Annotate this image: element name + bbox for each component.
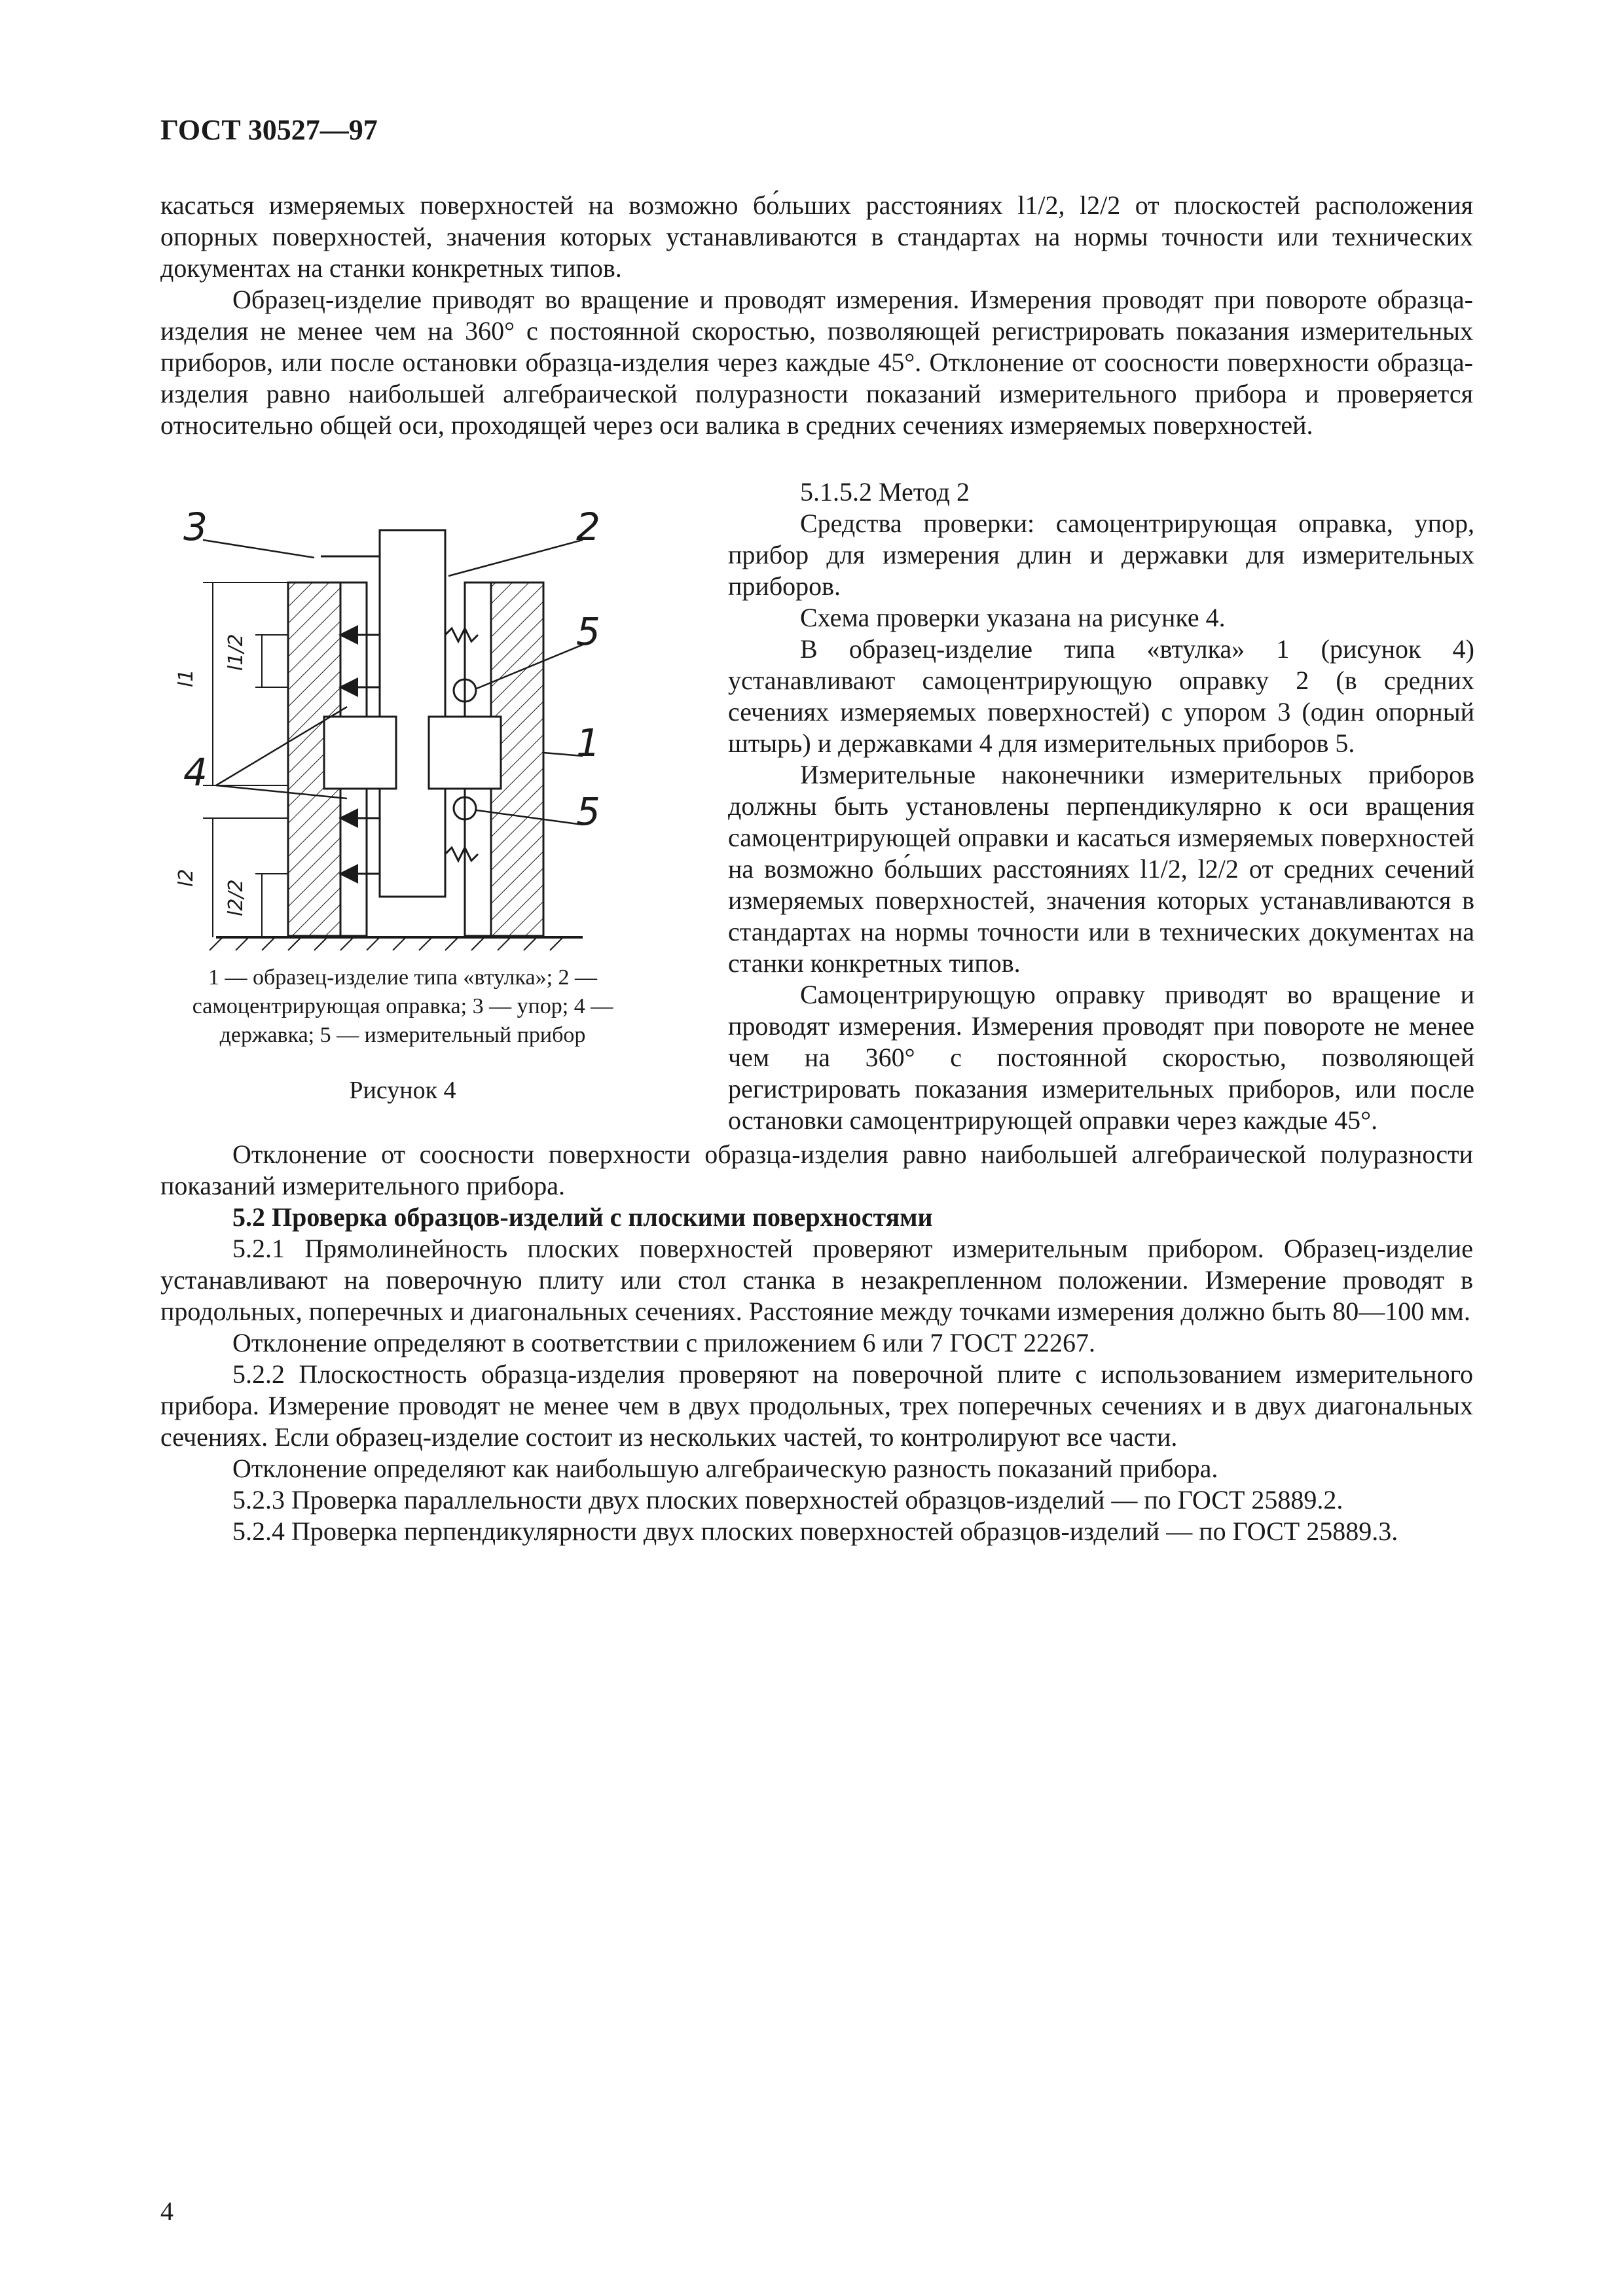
label-mandrel: 2 xyxy=(576,505,600,549)
dim-l1-half: l1/2 xyxy=(225,634,247,671)
section-heading: 5.2 Проверка образцов-изделий с плоскими поверхностями xyxy=(232,1202,933,1232)
dim-l2-half: l2/2 xyxy=(225,879,247,916)
label-stop: 3 xyxy=(183,505,208,549)
base-hatch xyxy=(210,937,563,950)
paragraph: Схема проверки указана на рисунке 4. xyxy=(800,603,1226,632)
label-device-upper: 5 xyxy=(576,609,600,654)
paragraph: 5.2.1 Прямолинейность плоских поверхностей проверяют измерительным прибором. Образец-изделие устанавливают на поверочную плиту или стол станка в незакрепленном положении. Измерение проводят в продольных, поперечных и диагональных сечениях. Расстояние между точками измерения должно быть 80—100 мм. xyxy=(160,1234,1473,1326)
paragraph: Измерительные наконечники измерительных приборов должны быть установлены перпендикулярно к оси вращения самоцентрирующей оправки и касаться измеряемых поверхностей на возможно бо́льших расстояниях l1/2, l2/2 от средних сечений измеряемых поверхностей, значения которых устанавливаются в стандартах на нормы точности или в технических документах на станки конкретных типов. xyxy=(728,760,1474,978)
paragraph: касаться измеряемых поверхностей на возможно бо́льших расстояниях l1/2, l2/2 от плоскостей расположения опорных поверхностей, значения которых устанавливаются в стандартах на нормы точности или технических документах на станки конкретных типов. xyxy=(160,190,1473,283)
right-column-text xyxy=(728,476,1474,1136)
spring-lower xyxy=(445,848,478,861)
holder-block-right xyxy=(429,717,501,789)
paragraph: В образец-изделие типа «втулка» 1 (рисунок 4) устанавливают самоцентрирующую оправку 2 (в средних сечениях измеряемых поверхностей) с упором 3 (один опорный штырь) и державками 4 для измерительных приборов 5. xyxy=(728,634,1474,758)
spring-upper xyxy=(445,628,478,641)
paragraph: 5.2.3 Проверка параллельности двух плоских поверхностей образцов-изделий — по ГОСТ 25889.2. xyxy=(232,1485,1343,1515)
dim-l2: l2 xyxy=(175,869,198,887)
intro-text xyxy=(160,190,1473,441)
figure-caption: 1 — образец-изделие типа «втулка»; 2 — самоцентрирующая оправка; 3 — упор; 4 — державка; 5 — измерительный прибор xyxy=(192,965,613,1047)
figure-4-diagram xyxy=(164,497,642,956)
page-header: ГОСТ 30527—97 xyxy=(160,114,378,146)
mandrel xyxy=(380,530,445,897)
paragraph: 5.2.4 Проверка перпендикулярности двух плоских поверхностей образцов-изделий — по ГОСТ 25889.3. xyxy=(232,1516,1398,1546)
figure-title: Рисунок 4 xyxy=(349,1077,456,1104)
paragraph: Отклонение определяют в соответствии с приложением 6 или 7 ГОСТ 22267. xyxy=(232,1328,1095,1357)
label-sleeve: 1 xyxy=(576,721,600,765)
page-number: 4 xyxy=(160,2197,173,2226)
label-holder: 4 xyxy=(183,750,208,795)
paragraph: Средства проверки: самоцентрирующая оправка, упор, прибор для измерения длин и державки для измерительных приборов. xyxy=(728,509,1474,601)
paragraph: Отклонение от соосности поверхности образца-изделия равно наибольшей алгебраической полуразности показаний измерительного прибора. xyxy=(160,1139,1473,1200)
body-text xyxy=(160,1139,1473,1547)
holder-block-left xyxy=(324,717,396,789)
section-heading: 5.1.5.2 Метод 2 xyxy=(800,477,970,507)
paragraph: Самоцентрирующую оправку приводят во вращение и проводят измерения. Измерения проводят при повороте не менее чем на 360° с постоянной скоростью, позволяющей регистрировать показания измерительных приборов, или после остановки самоцентрирующей оправки через каждые 45°. xyxy=(728,980,1474,1135)
label-device-lower: 5 xyxy=(576,789,600,834)
paragraph: 5.2.2 Плоскостность образца-изделия проверяют на поверочной плите с использованием измерительного прибора. Измерение проводят не менее чем в двух продольных, трех поперечных сечениях и в двух диагональных сечениях. Если образец-изделие состоит из нескольких частей, то контролируют все части. xyxy=(160,1359,1473,1452)
paragraph: Образец-изделие приводят во вращение и проводят измерения. Измерения проводят при повороте образца-изделия не менее чем на 360° с постоянной скоростью, позволяющей регистрировать показания измерительных приборов, или после остановки образца-изделия через каждые 45°. Отклонение от соосности поверхности образца-изделия равно наибольшей алгебраической полуразности показаний измерительного прибора и проверяется относительно общей оси, проходящей через оси валика в средних сечениях измеряемых поверхностей. xyxy=(160,285,1473,440)
paragraph: Отклонение определяют как наибольшую алгебраическую разность показаний прибора. xyxy=(232,1454,1218,1483)
dim-l1: l1 xyxy=(175,669,198,687)
